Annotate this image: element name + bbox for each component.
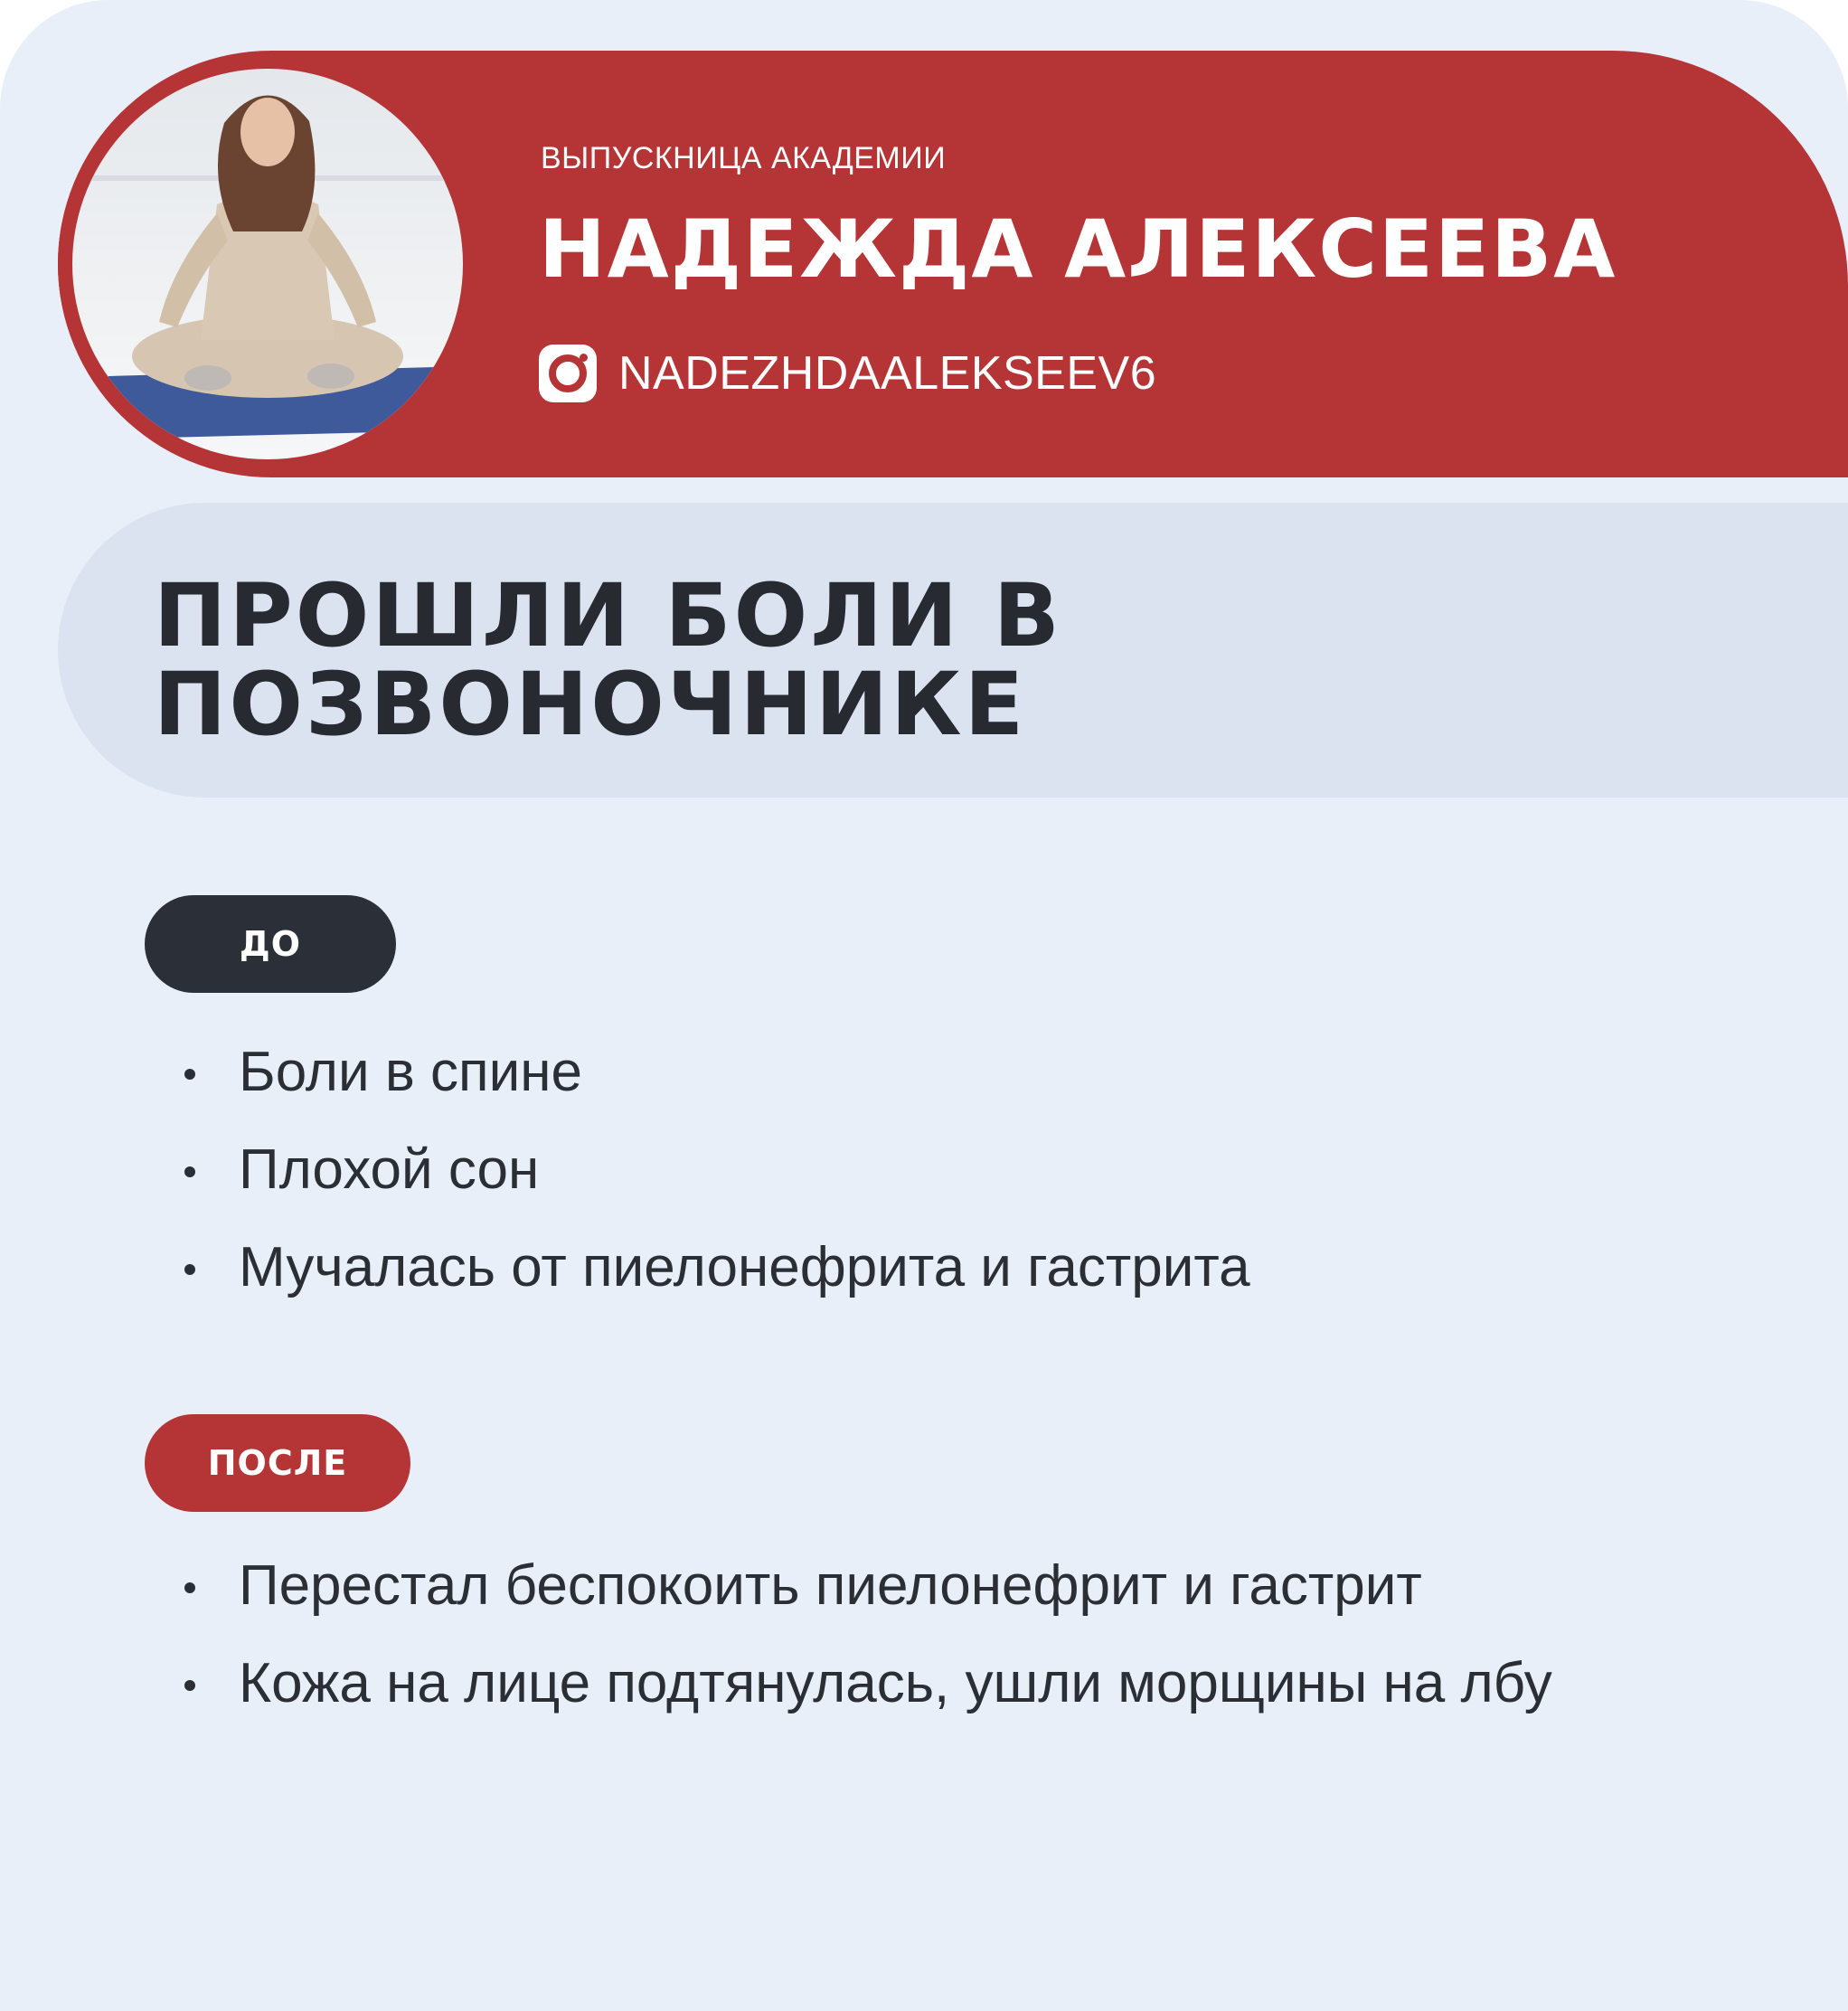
bullet-icon xyxy=(184,1582,195,1593)
title-line-1: ПРОШЛИ БОЛИ В xyxy=(154,565,1062,666)
before-item-text: Мучалась от пиелонефрита и гастрита xyxy=(239,1236,1250,1298)
title-line-2: ПОЗВОНОЧНИКЕ xyxy=(154,654,1027,755)
after-item-text: Кожа на лице подтянулась, ушли морщины на лбу xyxy=(239,1652,1552,1714)
bullet-icon xyxy=(184,1166,195,1177)
list-item xyxy=(177,1635,1552,1732)
after-badge: ПОСЛЕ xyxy=(145,1414,410,1512)
list-item xyxy=(177,1537,1552,1635)
before-item-text: Плохой сон xyxy=(239,1138,540,1201)
after-item-text: Перестал беспокоить пиелонефрит и гастрит xyxy=(239,1554,1422,1617)
instagram-icon xyxy=(539,345,597,402)
avatar xyxy=(72,69,463,459)
list-item xyxy=(177,1121,1250,1219)
person-name: НАДЕЖДА АЛЕКСЕЕВА xyxy=(539,203,1617,296)
before-item-text: Боли в спине xyxy=(239,1041,582,1103)
instagram-handle: NADEZHDAALEKSEEV6 xyxy=(618,347,1157,400)
before-badge: ДО xyxy=(145,895,396,993)
bullet-icon xyxy=(184,1069,195,1080)
bullet-icon xyxy=(184,1680,195,1691)
after-list xyxy=(177,1537,1552,1732)
instagram-link[interactable] xyxy=(539,344,1156,403)
list-item xyxy=(177,1219,1250,1317)
meditating-woman-photo xyxy=(72,69,463,459)
bullet-icon xyxy=(184,1264,195,1275)
page-title xyxy=(154,565,1062,755)
graduate-kicker: ВЫПУСКНИЦА АКАДЕМИИ xyxy=(541,141,947,175)
list-item xyxy=(177,1024,1250,1121)
before-list xyxy=(177,1024,1250,1317)
